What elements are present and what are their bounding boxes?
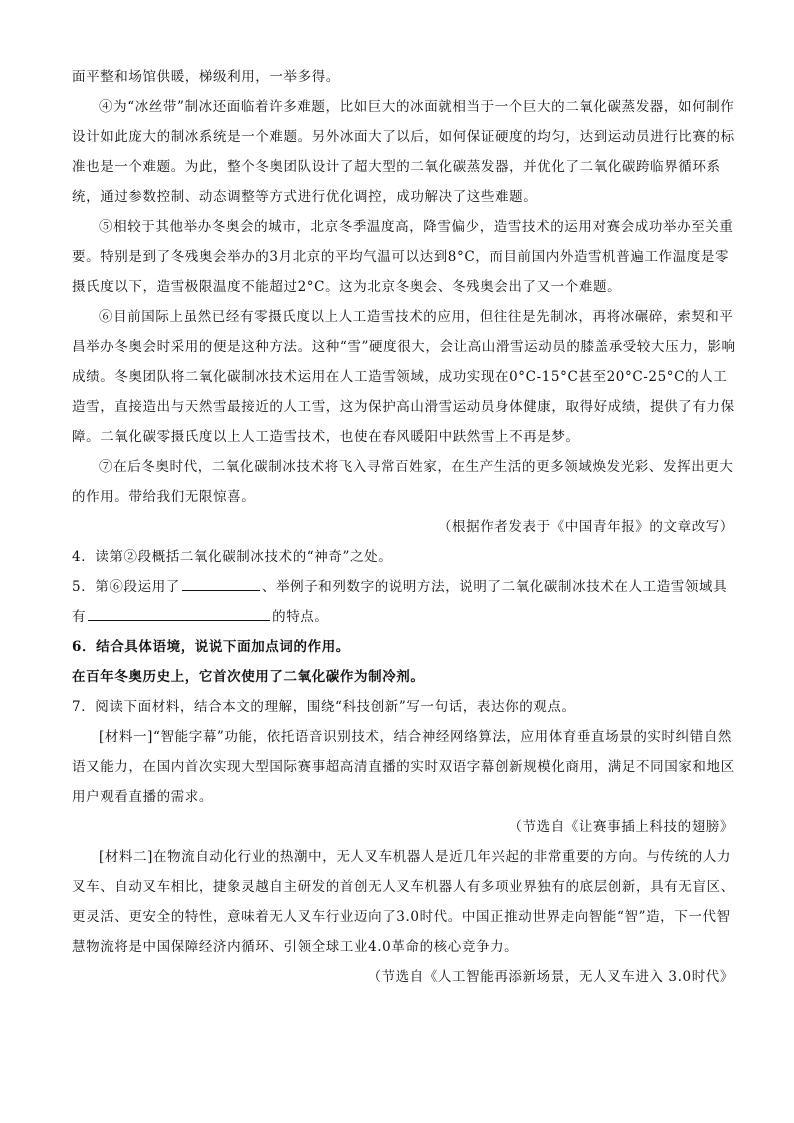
material-2: [材料二]在物流自动化行业的热潮中，无人叉车机器人是近几年兴起的非常重要的方向。与传统的人力叉车、自动叉车相比，捷象灵越自主研发的首创无人叉车机器人有多项业界独有的底层创新，具有无盲区、更灵活、更安全的特性，意味着无人叉车行业迈向了3.0时代。中国正推动世界走向智能“智”造，下一代智慧物流将是中国保障经济内循环、引领全球工业4.0革命的核心竞争力。 [72,849,735,955]
paragraph-7: ⑦在后冬奥时代，二氧化碳制冰技术将飞入寻常百姓家，在生产生活的更多领域焕发光彩、发挥出更大的作用。带给我们无限惊喜。 [72,459,734,505]
material-1-source: （节选自《让赛事插上科技的翅膀》 [508,819,734,835]
paragraph-6: ⑥目前国际上虽然已经有零摄氏度以上人工造雪技术的应用，但往往是先制冰，再将冰碾碎，索契和平昌举办冬奥会时采用的便是这种方法。这种“雪”硬度很大，会让高山滑雪运动员的膝盖承受较大压力，影响成绩。冬奥团队将二氧化碳制冰技术运用在人工造雪领域，成功实现在0°C-15°C甚至20°C-25°C的人工造雪，直接造出与天然雪最接近的人工雪，这为保护高山滑雪运动员身体健康，取得好成绩，提供了有力保障。二氧化碳零摄氏度以上人工造雪技术，也使在春风暖阳中趺然雪上不再是梦。 [72,309,736,445]
question-7: 7．阅读下面材料，结合本文的理解，围绕“科技创新”写一句话，表达你的观点。 [72,699,576,715]
question-6-title: 6．结合具体语境，说说下面加点词的作用。 [72,639,350,655]
question-5-text-a: 5．第⑥段运用了 [72,579,180,595]
question-5-text-d: 的特点。 [272,609,329,625]
article-source: （根据作者发表于《中国青年报》的文章改写） [437,519,734,535]
paragraph-5: ⑤相较于其他举办冬奥会的城市，北京冬季温度高，降雪偏少，造雪技术的运用对赛会成功举办至关重要。特别是到了冬残奥会举办的3月北京的平均气温可以达到8°C，而目前国内外造雪机普遍工作温度是零摄氏度以下，造雪极限温度不能超过2°C。这为北京冬奥会、冬残奥会出了又一个难题。 [72,219,734,295]
question-5 [72,572,740,632]
question-4: 4．读第②段概括二氧化碳制冰技术的“神奇”之处。 [72,549,393,565]
answer-blank-1[interactable] [182,572,260,591]
question-5-text-b: 、举例子和列数字的说明方法，说明了二氧化碳制冰技术在人工造雪领域具 [261,579,728,595]
material-1: [材料一]“智能字幕”功能，依托语音识别技术，结合神经网络算法，应用体育垂直场景的实时纠错自然语又能力，在国内首次实现大型国际赛事超高清直播的实时双语字幕创新规模化商用，满足不同国家和地区用户观看直播的需求。 [72,729,735,805]
answer-blank-2[interactable] [88,602,270,621]
material-2-source: （节选自《人工智能再添新场景，无人叉车进入 3.0时代》 [367,969,734,985]
document-page [72,62,740,992]
question-5-text-c: 有 [72,609,87,625]
paragraph-4: ④为“冰丝带”制冰还面临着许多难题，比如巨大的冰面就相当于一个巨大的二氧化碳蒸发器，如何制作设计如此庞大的制冰系统是一个难题。另外冰面大了以后，如何保证硬度的均匀，达到运动员进行比赛的标准也是一个难题。为此，整个冬奥团队设计了超大型的二氧化碳蒸发器，并优化了二氧化碳跨临界循环系统，通过参数控制、动态调整等方式进行优化调控，成功解决了这些难题。 [72,99,735,205]
question-6-sentence: 在百年冬奥历史上，它首次使用了二氧化碳作为制冷剂。 [72,669,425,685]
paragraph-3-tail: 面平整和场馆供暖，梯级利用，一举多得。 [72,69,340,85]
